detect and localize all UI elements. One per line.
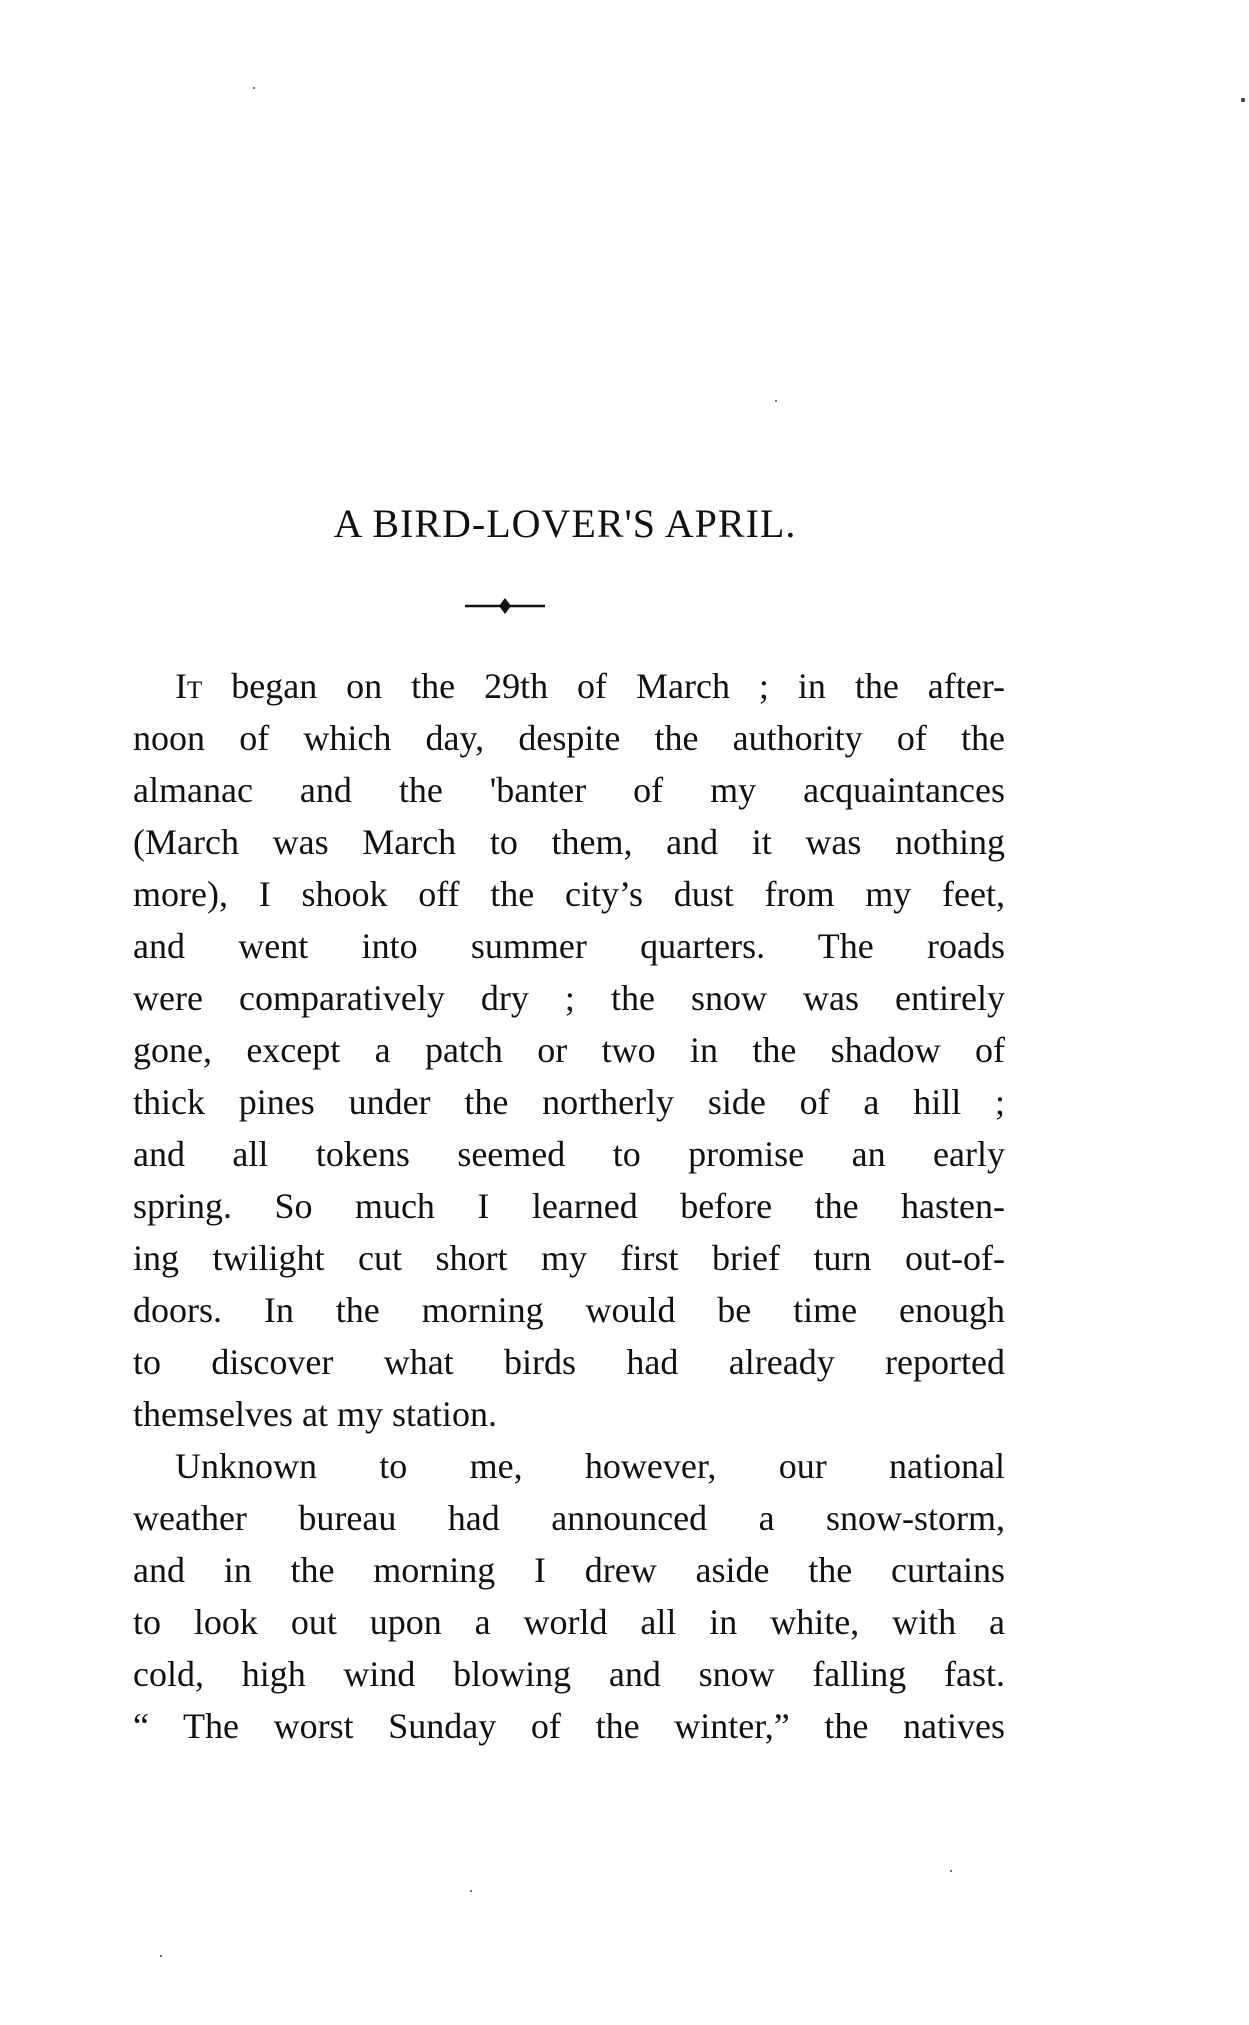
text-line: spring. So much I learned before the hasten-: [133, 1186, 1005, 1226]
text-line: gone, except a patch or two in the shadow of: [133, 1030, 1005, 1070]
scan-speck: [950, 1870, 952, 1872]
body-text: [133, 660, 1005, 1752]
text-line: (March was March to them, and it was nothing: [133, 822, 1005, 862]
paragraph-1: [133, 660, 1005, 1440]
text-line: and all tokens seemed to promise an early: [133, 1134, 1005, 1174]
text-line: almanac and the 'banter of my acquaintances: [133, 770, 1005, 810]
text-line: themselves at my station.: [133, 1394, 497, 1434]
text-line: [133, 660, 1005, 712]
text-line: “ The worst Sunday of the winter,” the natives: [133, 1706, 1005, 1746]
text-line: cold, high wind blowing and snow falling fast.: [133, 1654, 1005, 1694]
paragraph-2: [133, 1440, 1005, 1752]
line-text: began on the 29th of March ; in the after-: [202, 666, 1005, 706]
scan-speck: [253, 87, 255, 89]
diamond-rule-ornament: [465, 596, 545, 616]
text-line: weather bureau had announced a snow-storm,: [133, 1498, 1005, 1538]
text-line: thick pines under the northerly side of a hill ;: [133, 1082, 1005, 1122]
text-line: and in the morning I drew aside the curtains: [133, 1550, 1005, 1590]
text-line: to discover what birds had already reported: [133, 1342, 1005, 1382]
text-line: Unknown to me, however, our national: [175, 1446, 1005, 1486]
dropcap-word: It: [175, 666, 203, 706]
scan-speck: [1241, 98, 1245, 102]
scan-speck: [160, 1955, 162, 1957]
chapter-title: A BIRD-LOVER'S APRIL.: [333, 501, 797, 546]
scan-speck: [775, 400, 777, 402]
text-line: noon of which day, despite the authority of the: [133, 718, 1005, 758]
text-line: and went into summer quarters. The roads: [133, 926, 1005, 966]
text-line: ing twilight cut short my first brief turn out-of-: [133, 1238, 1005, 1278]
text-line: to look out upon a world all in white, with a: [133, 1602, 1005, 1642]
text-line: were comparatively dry ; the snow was entirely: [133, 978, 1005, 1018]
text-line: doors. In the morning would be time enough: [133, 1290, 1005, 1330]
ornament-diamond: [499, 598, 511, 614]
text-line: more), I shook off the city’s dust from my feet,: [133, 874, 1005, 914]
scan-speck: [470, 1890, 472, 1892]
